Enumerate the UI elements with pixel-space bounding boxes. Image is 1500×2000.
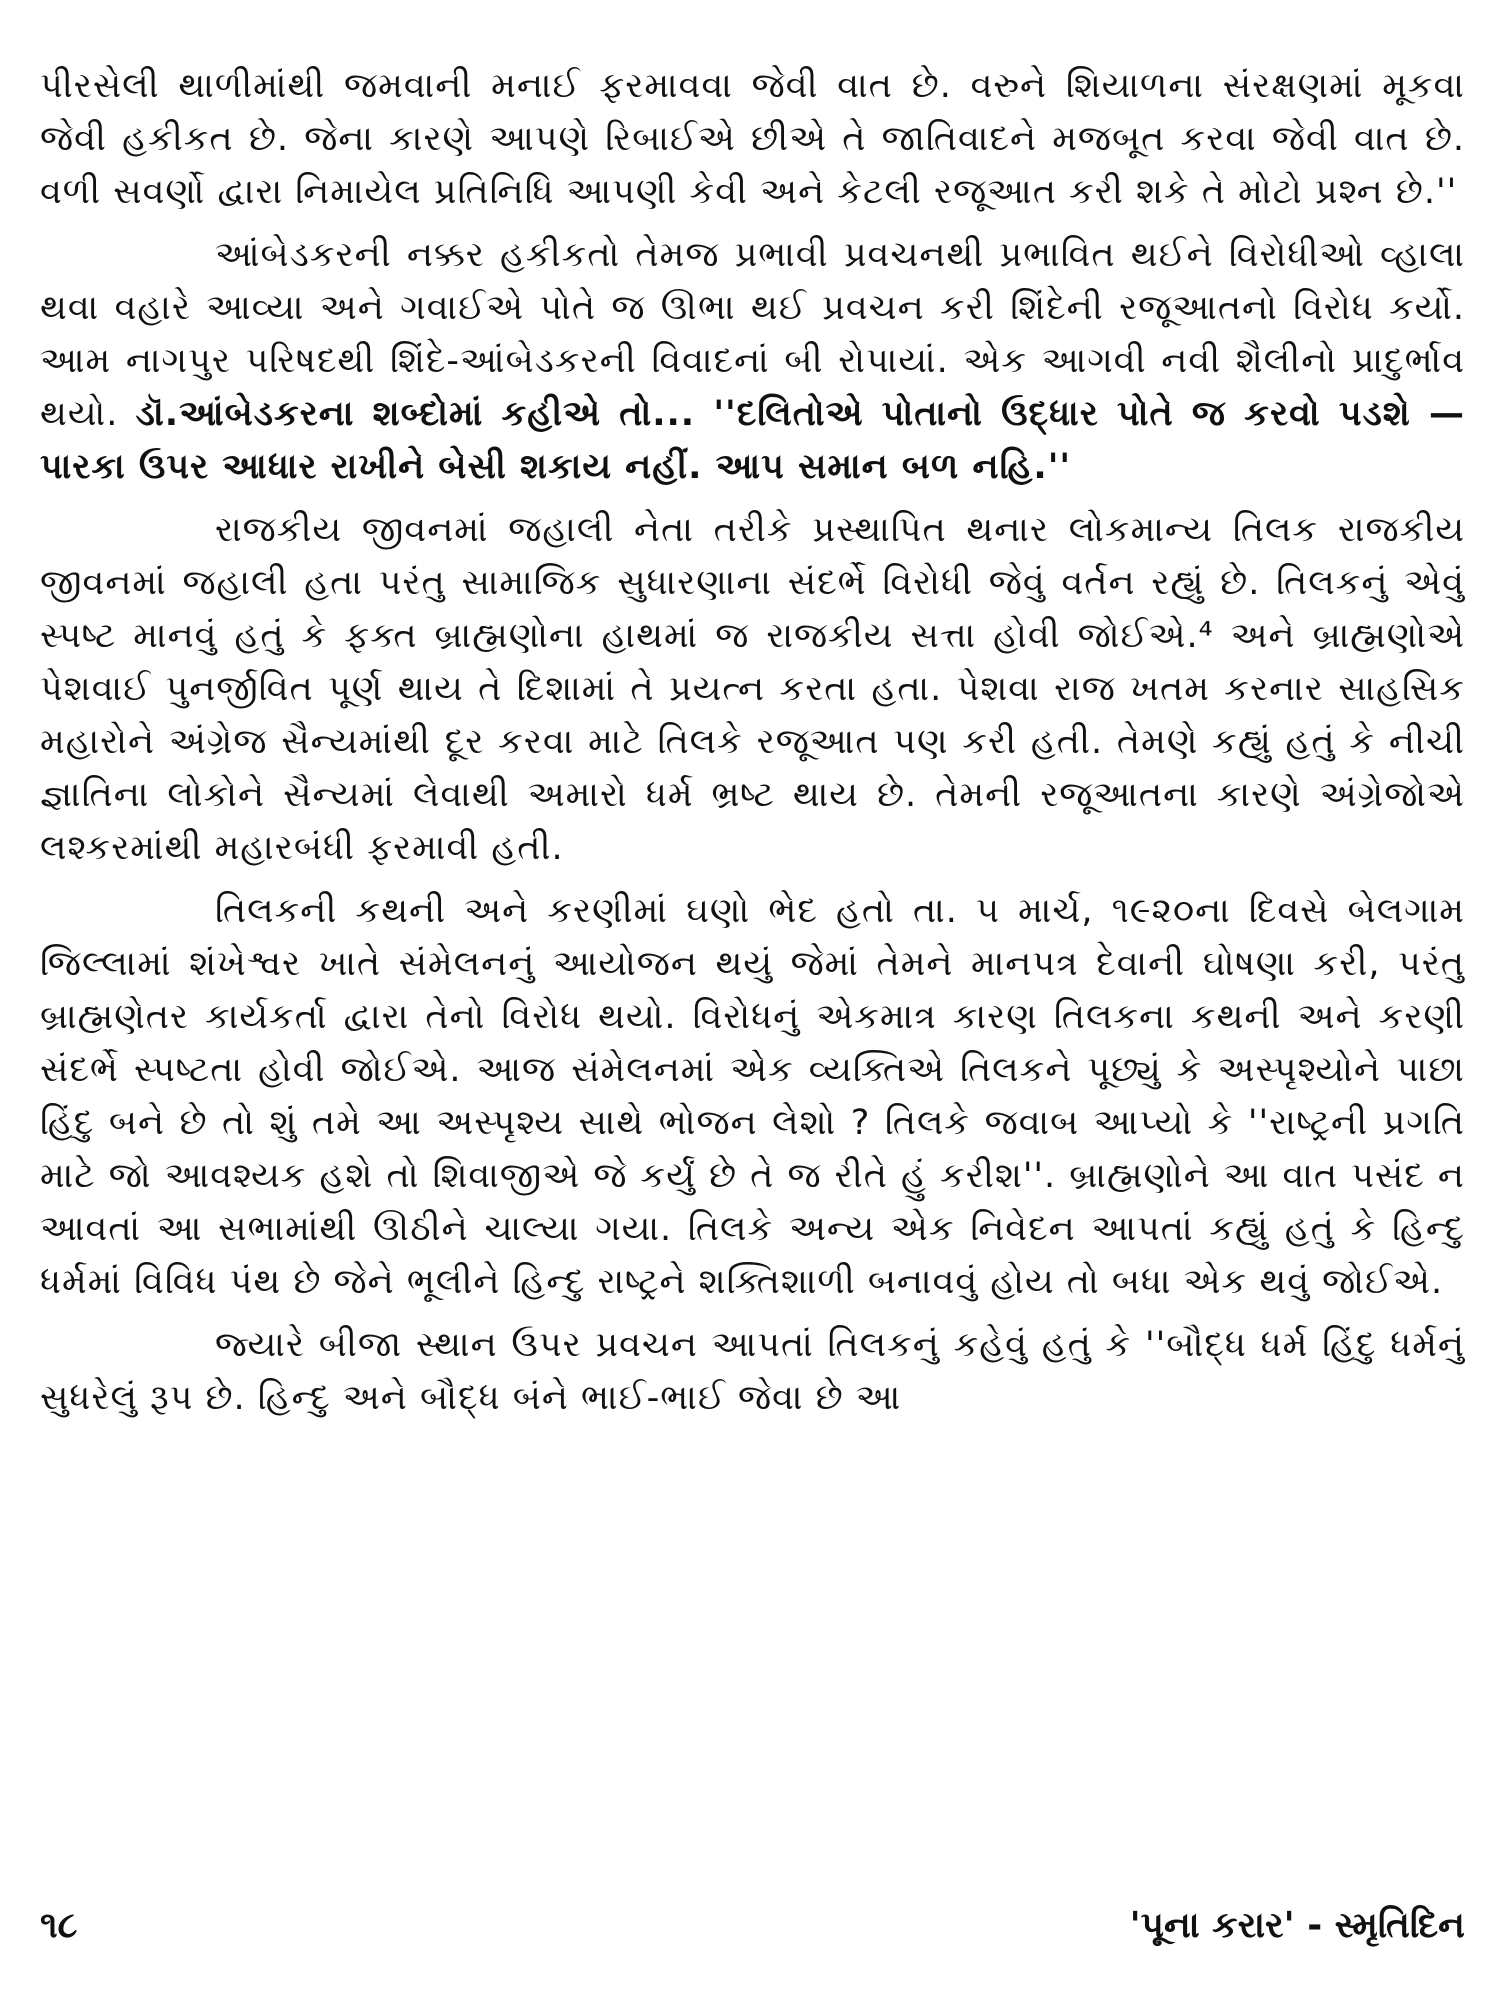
body-text bbox=[40, 60, 1465, 1435]
paragraph-5 bbox=[40, 1319, 1465, 1425]
paragraph-4 bbox=[40, 885, 1465, 1309]
paragraph-5-text: જ્યારે બીજા સ્થાન ઉપર પ્રવચન આપતાં તિલકનું કહેવું હતું કે ''બૌદ્ધ ધર્મ હિંદુ ધર્મનું સુધરેલું રૂપ છે. હિન્દુ અને બૌદ્ધ બંને ભાઈ-ભાઈ જેવા છે આ bbox=[40, 1325, 1465, 1418]
paragraph-1 bbox=[40, 60, 1465, 219]
paragraph-1-text: પીરસેલી થાળીમાંથી જમવાની મનાઈ ફરમાવવા જેવી વાત છે. વરુને શિયાળના સંરક્ષણમાં મૂકવા જેવી હકીકત છે. જેના કારણે આપણે રિબાઈએ છીએ તે જાતિવાદને મજબૂત કરવા જેવી વાત છે. વળી સવર્ણો દ્વારા નિમાયેલ પ્રતિનિધિ આપણી કેવી અને કેટલી રજૂઆત કરી શકે તે મોટો પ્રશ્ન છે.'' bbox=[40, 66, 1465, 212]
paragraph-3 bbox=[40, 504, 1465, 875]
paragraph-2 bbox=[40, 229, 1465, 494]
book-title: 'પૂના કરાર' - સ્મૃતિદિન bbox=[1129, 1905, 1465, 1946]
paragraph-3-text: રાજકીય જીવનમાં જહાલી નેતા તરીકે પ્રસ્થાપિત થનાર લોકમાન્ય તિલક રાજકીય જીવનમાં જહાલી હતા પરંતુ સામાજિક સુધારણાના સંદર્ભે વિરોધી જેવું વર્તન રહ્યું છે. તિલકનું એવું સ્પષ્ટ માનવું હતું કે ફક્ત બ્રાહ્મણોના હાથમાં જ રાજકીય સત્તા હોવી જોઈએ.⁴ અને બ્રાહ્મણોએ પેશવાઈ પુનર્જીવિત પૂર્ણ થાય તે દિશામાં તે પ્રયત્ન કરતા હતા. પેશવા રાજ ખતમ કરનાર સાહસિક મહારોને અંગ્રેજ સૈન્યમાંથી દૂર કરવા માટે તિલકે રજૂઆત પણ કરી હતી. તેમણે કહ્યું હતું કે નીચી જ્ઞાતિના લોકોને સૈન્યમાં લેવાથી અમારો ધર્મ ભ્રષ્ટ થાય છે. તેમની રજૂઆતના કારણે અંગ્રેજોએ લશ્કરમાંથી મહારબંધી ફરમાવી હતી. bbox=[40, 510, 1465, 868]
paragraph-2-text: આંબેડકરની નક્કર હકીકતો તેમજ પ્રભાવી પ્રવચનથી પ્રભાવિત થઈને વિરોધીઓ વ્હાલા થવા વહારે આવ્યા અને ગવાઈએ પોતે જ ઊભા થઈ પ્રવચન કરી શિંદેની રજૂઆતનો વિરોધ કર્યો. આમ નાગપુર પરિષદથી શિંદે-આંબેડકરની વિવાદનાં બી રોપાયાં. એક આગવી નવી શૈલીનો પ્રાદુર્ભાવ થયો. bbox=[40, 235, 1465, 434]
paragraph-4-text: તિલકની કથની અને કરણીમાં ઘણો ભેદ હતો તા. ૫ માર્ચ, ૧૯૨૦ના દિવસે બેલગામ જિલ્લામાં શંખેશ્વર ખાતે સંમેલનનું આયોજન થયું જેમાં તેમને માનપત્ર દેવાની ઘોષણા કરી, પરંતુ બ્રાહ્મણેતર કાર્યકર્તા દ્વારા તેનો વિરોધ થયો. વિરોધનું એકમાત્ર કારણ તિલકના કથની અને કરણી સંદર્ભે સ્પષ્ટતા હોવી જોઈએ. આજ સંમેલનમાં એક વ્યક્તિએ તિલકને પૂછ્યું કે અસ્પૃશ્યોને પાછા હિંદુ બને છે તો શું તમે આ અસ્પૃશ્ય સાથે ભોજન લેશો ? તિલકે જવાબ આપ્યો કે ''રાષ્ટ્રની પ્રગતિ માટે જો આવશ્યક હશે તો શિવાજીએ જે કર્યું છે તે જ રીતે હું કરીશ''. બ્રાહ્મણોને આ વાત પસંદ ન આવતાં આ સભામાંથી ઊઠીને ચાલ્યા ગયા. તિલકે અન્ય એક નિવેદન આપતાં કહ્યું હતું કે હિન્દુ ધર્મમાં વિવિધ પંથ છે જેને ભૂલીને હિન્દુ રાષ્ટ્રને શક્તિશાળી બનાવવું હોય તો બધા એક થવું જોઈએ. bbox=[40, 891, 1465, 1302]
page-number: ૧૮ bbox=[40, 1905, 78, 1946]
paragraph-2-bold-quote: ડૉ.આંબેડકરના શબ્દોમાં કહીએ તો... ''દલિતોએ પોતાનો ઉદ્ધાર પોતે જ કરવો પડશે — પારકા ઉપર આધાર રાખીને બેસી શકાય નહીં. આપ સમાન બળ નહિ.'' bbox=[40, 394, 1465, 487]
page-footer bbox=[40, 1905, 1465, 1955]
